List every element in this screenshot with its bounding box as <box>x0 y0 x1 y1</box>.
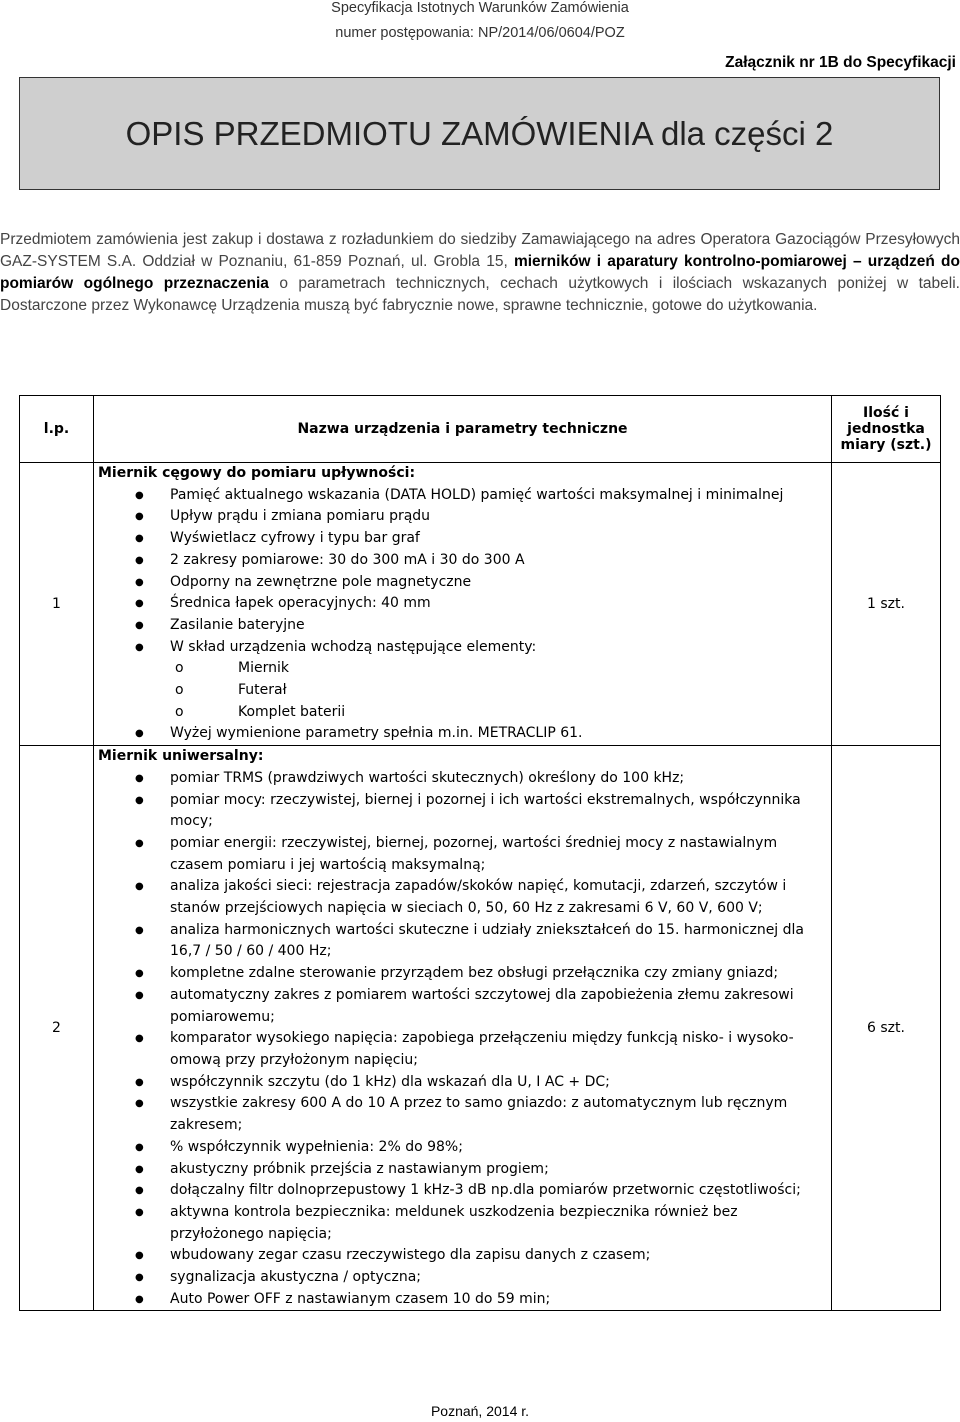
table-header-row <box>20 396 941 463</box>
parameter-text: W skład urządzenia wchodzą następujące elementy: <box>170 638 537 655</box>
parameter-item <box>98 593 825 615</box>
parameter-text: % współczynnik wypełnienia: 2% do 98%; <box>170 1138 463 1155</box>
device-title: Miernik cęgowy do pomiaru upływności: <box>98 465 416 481</box>
parameter-text: wszystkie zakresy 600 A do 10 A przez to samo gniazdo: z automatycznym lub ręcznym zakresem; <box>170 1095 788 1134</box>
parameter-text: pomiar energii: rzeczywistej, biernej, pozornej, wartości średniej mocy z nastawialnym czasem pomiaru i jej wartością maksymalną; <box>170 834 778 873</box>
table-row <box>20 746 941 1311</box>
parameter-text: automatyczny zakres z pomiarem wartości szczytowej dla zapobieżenia złemu zakresowi pomiarowemu; <box>170 986 794 1025</box>
parameter-item <box>98 615 825 637</box>
parameter-text: Wyświetlacz cyfrowy i typu bar graf <box>170 530 420 547</box>
header-qty: Ilość i jednostka miary (szt.) <box>832 396 941 463</box>
parameter-text: pomiar mocy: rzeczywistej, biernej i pozornej i ich wartości ekstremalnych, współczynnika mocy; <box>170 791 801 830</box>
parameter-text: Zasilanie bateryjne <box>170 616 305 633</box>
parameter-text: analiza harmonicznych wartości skuteczne i udziały zniekształceń do 15. harmonicznej dla 16,7 / 50 / 60 / 400 Hz; <box>170 921 804 960</box>
table-row <box>20 463 941 746</box>
parameter-item <box>98 1072 825 1094</box>
parameter-text: 2 zakresy pomiarowe: 30 do 300 mA i 30 do 300 A <box>170 551 525 568</box>
parameter-text: dołączalny filtr dolnoprzepustowy 1 kHz-3 dB np.dla pomiarów przetwornic częstotliwości; <box>170 1182 801 1199</box>
parameter-text: komparator wysokiego napięcia: zapobiega przełączeniu między funkcją nisko- i wysoko-omową przy przyłożonym napięciu; <box>170 1030 794 1068</box>
component-item: o Futerał <box>170 680 825 702</box>
parameter-item <box>98 550 825 572</box>
parameter-item <box>98 985 825 1028</box>
parameter-text: Średnica łapek operacyjnych: 40 mm <box>170 595 431 612</box>
parameter-item <box>98 1028 825 1071</box>
parameter-item <box>98 485 825 507</box>
parameter-text: pomiar TRMS (prawdziwych wartości skutecznych) określony do 100 kHz; <box>170 769 685 786</box>
parameter-text: kompletne zdalne sterowanie przyrządem bez obsługi przełącznika czy zmiany gniazd; <box>170 965 779 982</box>
parameter-text: Auto Power OFF z nastawianym czasem 10 do 59 min; <box>170 1290 551 1307</box>
parameter-text: sygnalizacja akustyczna / optyczna; <box>170 1269 421 1286</box>
title-box <box>19 77 940 190</box>
cell-quantity: 6 szt. <box>832 746 941 1311</box>
parameter-item <box>98 572 825 594</box>
annex-label: Załącznik nr 1B do Specyfikacji <box>725 54 956 71</box>
parameter-text: wbudowany zegar czasu rzeczywistego dla zapisu danych z czasem; <box>170 1247 651 1264</box>
parameter-item <box>98 1093 825 1136</box>
intro-paragraph <box>0 229 960 317</box>
cell-quantity: 1 szt. <box>832 463 941 746</box>
parameter-item <box>98 1267 825 1289</box>
header-procedure-number: numer postępowania: NP/2014/06/0604/POZ <box>335 25 625 41</box>
parameter-list <box>98 485 825 745</box>
intro-bold-subject: mierników i aparatury kontrolno-pomiarowej – urządzeń do pomiarów ogólnego przeznaczenia <box>0 253 960 292</box>
parameter-text: aktywna kontrola bezpiecznika: meldunek uszkodzenia bezpiecznika również bez przyłożonego napięcia; <box>170 1203 738 1242</box>
parameter-item <box>98 768 825 790</box>
page-title: OPIS PRZEDMIOTU ZAMÓWIENIA dla części 2 <box>125 114 834 152</box>
footer-place-date: Poznań, 2014 r. <box>430 1403 530 1419</box>
parameter-item <box>98 920 825 963</box>
parameter-item <box>98 637 825 724</box>
parameter-item <box>98 506 825 528</box>
cell-description <box>94 463 832 746</box>
cell-description <box>94 746 832 1311</box>
parameter-text: współczynnik szczytu (do 1 kHz) dla wskazań dla U, I AC + DC; <box>170 1073 610 1090</box>
parameter-text: Odporny na zewnętrzne pole magnetyczne <box>170 573 472 590</box>
parameter-text: Pamięć aktualnego wskazania (DATA HOLD) pamięć wartości maksymalnej i minimalnej <box>170 486 784 503</box>
parameter-item <box>98 1180 825 1202</box>
component-item: o Komplet baterii <box>170 702 825 724</box>
parameter-item <box>98 790 825 833</box>
header-lp: l.p. <box>20 396 94 463</box>
parameter-item <box>98 876 825 919</box>
parameter-item <box>98 1202 825 1245</box>
spec-table <box>19 395 941 1311</box>
parameter-list <box>98 768 825 1311</box>
parameter-item <box>98 1289 825 1311</box>
intro-text-1: Przedmiotem zamówienia jest zakup i dostawa z rozładunkiem do siedziby Zamawiającego na adres Operatora Gazociągów Przesyłowych GAZ-SYSTEM S.A. Oddział w Poznaniu, 61-859 Poznań, ul. Grobla 15, <box>0 231 960 270</box>
parameter-text: analiza jakości sieci: rejestracja zapadów/skoków napięć, komutacji, zdarzeń, szczytów i stanów przejściowych napięcia w sieciach 0, 50, 60 Hz z zakresami 6 V, 60 V, 600 V; <box>170 878 787 917</box>
parameter-item <box>98 1137 825 1159</box>
device-title: Miernik uniwersalny: <box>98 748 264 765</box>
component-list <box>170 658 825 723</box>
parameter-item <box>98 1159 825 1181</box>
parameter-item: ● Wyżej wymienione parametry spełnia m.in. METRACLIP 61. <box>98 723 825 745</box>
cell-lp: 2 <box>20 746 94 1311</box>
component-item: o Miernik <box>170 658 825 680</box>
parameter-item <box>98 528 825 550</box>
cell-lp: 1 <box>20 463 94 746</box>
intro-text-2: o parametrach technicznych, cechach użytkowych i ilościach wskazanych poniżej w tabeli. Dostarczone przez Wykonawcę Urządzenia muszą być fabrycznie nowe, sprawne technicznie, gotowe do użytkowania. <box>0 275 960 314</box>
parameter-item <box>98 1245 825 1267</box>
header-spec-title: Specyfikacja Istotnych Warunków Zamówienia <box>331 0 629 16</box>
header-name: Nazwa urządzenia i parametry techniczne <box>94 396 832 463</box>
parameter-item <box>98 963 825 985</box>
parameter-text: Upływ prądu i zmiana pomiaru prądu <box>170 508 431 525</box>
parameter-text: akustyczny próbnik przejścia z nastawianym progiem; <box>170 1160 549 1177</box>
parameter-item <box>98 833 825 876</box>
